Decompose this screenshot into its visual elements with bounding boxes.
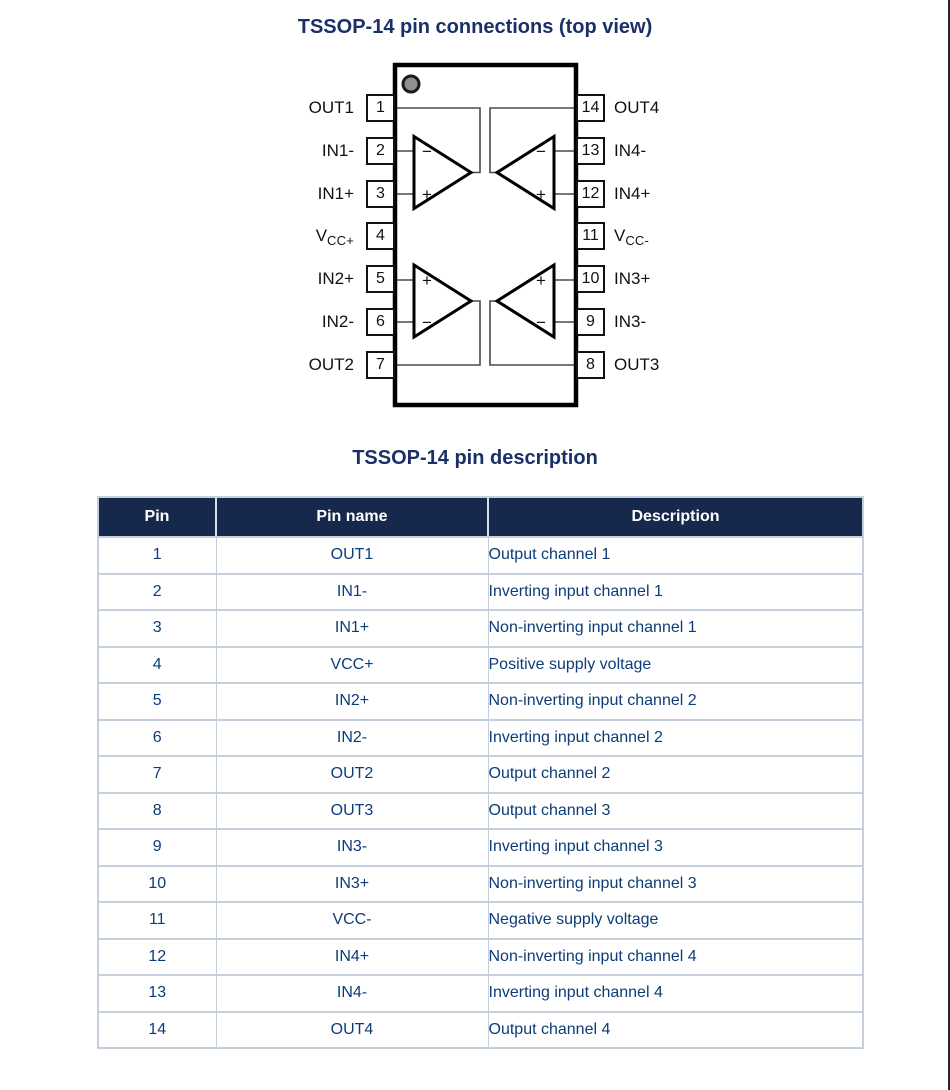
top-right-top-input-sign: − — [536, 142, 546, 161]
pin-name: IN1- — [216, 574, 488, 611]
pin-row-4 — [98, 647, 863, 684]
pin-box-11: 11 — [576, 222, 605, 250]
pin-number: 1 — [98, 537, 216, 574]
pin-connections-diagram — [0, 0, 950, 435]
pin-label-in2-: IN2- — [321, 312, 354, 332]
pin-description: Non-inverting input channel 3 — [488, 866, 863, 903]
pin-label-out2: OUT2 — [308, 354, 354, 374]
pin-number: 11 — [98, 902, 216, 939]
pin-box-6: 6 — [366, 308, 395, 336]
pin-name: VCC+ — [216, 647, 488, 684]
pin-number: 10 — [98, 866, 216, 903]
pin-label-out4: OUT4 — [614, 98, 660, 117]
pin-description: Inverting input channel 3 — [488, 829, 863, 866]
pin-box-9: 9 — [576, 308, 605, 336]
pin-name: IN2- — [216, 720, 488, 757]
pin-description: Output channel 2 — [488, 756, 863, 793]
pin-description: Output channel 4 — [488, 1012, 863, 1049]
pin-label-in3+: IN3+ — [614, 269, 651, 289]
pin-number: 9 — [98, 829, 216, 866]
pin-box-8: 8 — [576, 351, 605, 379]
pin-number: 12 — [98, 939, 216, 976]
pin-description: Non-inverting input channel 4 — [488, 939, 863, 976]
pin1-index-marker — [403, 76, 419, 92]
column-header-description: Description — [488, 497, 863, 537]
pin-number: 13 — [98, 975, 216, 1012]
pin-number: 4 — [98, 647, 216, 684]
pin-name: IN3+ — [216, 866, 488, 903]
top-left-bottom-input-sign: + — [422, 185, 432, 204]
pin-box-5: 5 — [366, 265, 395, 293]
pin-name: OUT3 — [216, 793, 488, 830]
pin-row-6 — [98, 720, 863, 757]
pin-description: Positive supply voltage — [488, 647, 863, 684]
pin-row-7 — [98, 756, 863, 793]
pin-box-14: 14 — [576, 94, 605, 122]
pin-box-10: 10 — [576, 265, 605, 293]
pin-row-12 — [98, 939, 863, 976]
pin-number: 14 — [98, 1012, 216, 1049]
pin-name: VCC- — [216, 902, 488, 939]
pin-name: OUT2 — [216, 756, 488, 793]
pin-number: 7 — [98, 756, 216, 793]
bottom-left-bottom-input-sign: − — [422, 313, 432, 332]
pin-label-in1+: IN1+ — [317, 183, 354, 203]
pin-row-8 — [98, 793, 863, 830]
pin-number: 5 — [98, 683, 216, 720]
bottom-left-top-input-sign: + — [422, 271, 432, 290]
pin-row-3 — [98, 610, 863, 647]
pin-label-in4-: IN4- — [614, 140, 647, 160]
pin-description-table — [97, 496, 864, 1049]
pin-description: Output channel 1 — [488, 537, 863, 574]
chip-body-outline — [395, 65, 576, 405]
pin-row-10 — [98, 866, 863, 903]
pin-row-2 — [98, 574, 863, 611]
top-left-top-input-sign: − — [422, 142, 432, 161]
pin-row-1 — [98, 537, 863, 574]
pin-description-title: TSSOP-14 pin description — [352, 447, 598, 469]
opamp-triangles — [414, 137, 554, 338]
pin-description: Inverting input channel 1 — [488, 574, 863, 611]
pin-name: IN4- — [216, 975, 488, 1012]
pin-label-out1: OUT1 — [308, 98, 354, 117]
column-header-pin: Pin — [98, 497, 216, 537]
pin-box-13: 13 — [576, 137, 605, 165]
pin-label-in4+: IN4+ — [614, 183, 651, 203]
bottom-right-top-input-sign: + — [536, 271, 546, 290]
pin-label-vcc+: $V_{CC+}$ — [315, 226, 354, 249]
pin-name: IN1+ — [216, 610, 488, 647]
pin-box-1: 1 — [366, 94, 395, 122]
pin-label-out3: OUT3 — [614, 354, 660, 374]
bottom-right-bottom-input-sign: − — [536, 313, 546, 332]
pin-row-14 — [98, 1012, 863, 1049]
pin-name: OUT4 — [216, 1012, 488, 1049]
pin-label-vcc-: $V_{CC-}$ — [614, 226, 650, 249]
pin-label-in1-: IN1- — [321, 140, 354, 160]
pin-box-3: 3 — [366, 180, 395, 208]
pin-label-in2+: IN2+ — [317, 269, 354, 289]
pin-number: 8 — [98, 793, 216, 830]
pin-box-7: 7 — [366, 351, 395, 379]
pin-number: 2 — [98, 574, 216, 611]
pin-row-11 — [98, 902, 863, 939]
pin-label-in3-: IN3- — [614, 312, 647, 332]
table-header-row — [98, 497, 863, 537]
pin-connections-title: TSSOP-14 pin connections (top view) — [297, 16, 653, 38]
column-header-pin-name: Pin name — [216, 497, 488, 537]
pin-description: Output channel 3 — [488, 793, 863, 830]
pin-box-2: 2 — [366, 137, 395, 165]
pin-description: Non-inverting input channel 2 — [488, 683, 863, 720]
pin-description: Inverting input channel 4 — [488, 975, 863, 1012]
top-right-bottom-input-sign: + — [536, 185, 546, 204]
pin-name: IN2+ — [216, 683, 488, 720]
pin-name: IN3- — [216, 829, 488, 866]
pin-description: Inverting input channel 2 — [488, 720, 863, 757]
pin-box-12: 12 — [576, 180, 605, 208]
pin-row-9 — [98, 829, 863, 866]
pin-row-5 — [98, 683, 863, 720]
pin-box-4: 4 — [366, 222, 395, 250]
pin-number: 3 — [98, 610, 216, 647]
pin-name: IN4+ — [216, 939, 488, 976]
pin-number: 6 — [98, 720, 216, 757]
pin-row-13 — [98, 975, 863, 1012]
pin-description: Non-inverting input channel 1 — [488, 610, 863, 647]
pin-name: OUT1 — [216, 537, 488, 574]
pin-description: Negative supply voltage — [488, 902, 863, 939]
